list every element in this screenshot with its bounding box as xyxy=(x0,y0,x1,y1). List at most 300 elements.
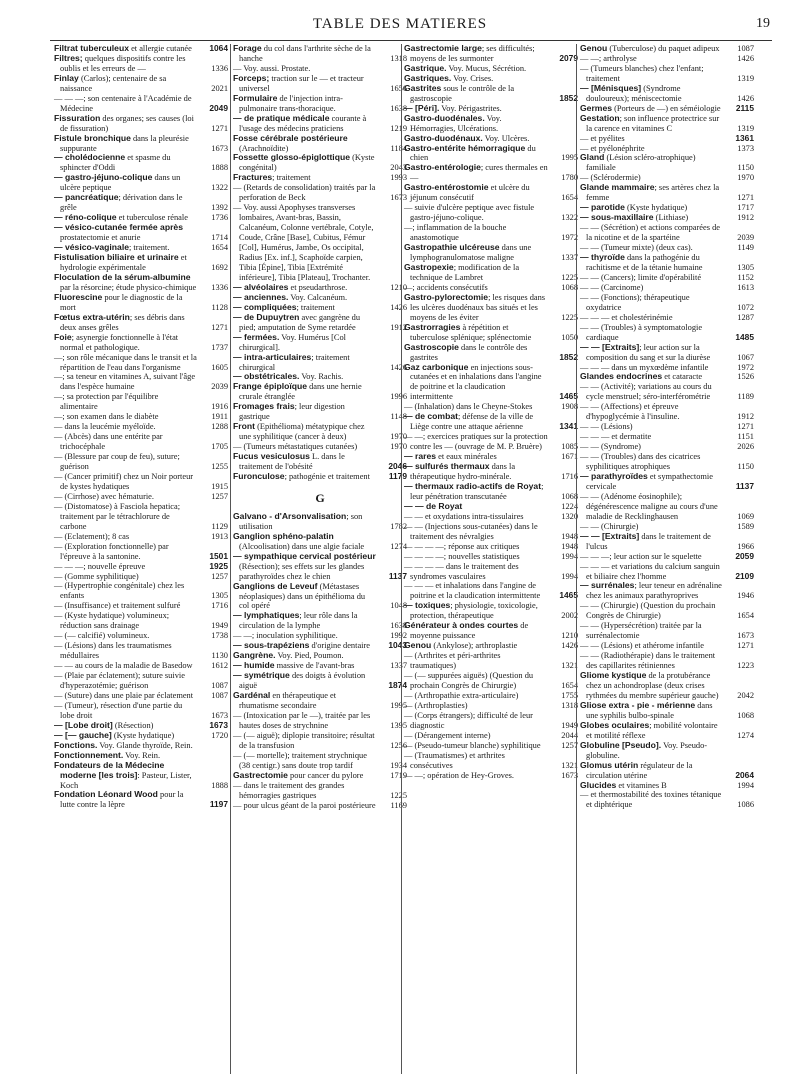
entry-heading: Foie xyxy=(54,331,72,342)
column-divider xyxy=(401,44,402,1074)
entry-heading: — [Ménisques] xyxy=(580,82,642,93)
entry-heading: — — [Extraits] xyxy=(580,530,640,541)
page-reference: 1949 xyxy=(211,621,228,631)
index-entry xyxy=(404,542,578,552)
entry-text: Voy. Ulcères. xyxy=(482,133,530,143)
entry-text: et eaux minérales xyxy=(436,452,497,462)
entry-heading: Fœtus extra-utérin xyxy=(54,311,130,322)
index-entry xyxy=(580,323,754,343)
page-reference: 1288 xyxy=(211,422,228,432)
entry-heading: Fluorescine xyxy=(54,291,103,302)
entry-text: — (— mortelle); traitement strychnique (38 centigr.) sans doute trop tardif xyxy=(233,750,367,770)
entry-heading: Gastrectomie xyxy=(233,769,288,780)
entry-text: — (Corps étrangers); difficulté de leur diagnostic xyxy=(404,710,533,730)
page-reference: 1911 xyxy=(211,412,228,422)
index-entry xyxy=(580,64,754,84)
index-entry xyxy=(233,353,407,373)
index-entry xyxy=(54,74,228,94)
entry-heading: — intra-articulaires xyxy=(233,351,312,362)
page-reference: 1948 xyxy=(561,531,578,541)
entry-heading: Ganglions de Leveuf xyxy=(233,580,318,591)
page-reference: 1271 xyxy=(211,322,228,332)
entry-text: L. dans le traitement de l'obésité xyxy=(239,452,345,472)
index-entry xyxy=(54,372,228,392)
entry-text: en injections sous-cutanées et en inhalations dans l'angine de poitrine et la claudication intermittente xyxy=(410,362,542,402)
entry-text: — — (Fonctions); thérapeutique oxydatrice xyxy=(580,292,690,312)
index-entry xyxy=(580,761,754,781)
page-reference: 1673 xyxy=(737,631,754,641)
entry-heading: — cholédocienne xyxy=(54,152,126,163)
entry-text: — (Lésions) dans les traumatismes médullaires xyxy=(54,641,172,661)
page-reference: 1501 xyxy=(209,550,228,561)
index-entry xyxy=(233,751,407,771)
entry-heading: — thermaux radio-actifs de Royat xyxy=(404,480,542,491)
entry-heading: Fonctionnement. xyxy=(54,749,124,760)
entry-heading: — parotide xyxy=(580,202,625,213)
page-reference: 2059 xyxy=(735,550,754,561)
entry-text: — (Blessure par coup de feu), suture; guérison xyxy=(54,452,180,472)
index-entry xyxy=(404,621,578,641)
page-reference: 1970 xyxy=(390,442,407,452)
page-reference: 1946 xyxy=(737,591,754,601)
page-reference: 1426 xyxy=(737,93,754,103)
index-entry xyxy=(54,293,228,313)
page-reference: 1605 xyxy=(211,362,228,372)
page-reference: 1322 xyxy=(211,183,228,193)
page-reference: 1341 xyxy=(559,421,578,432)
entry-heading: Galvano - d'Arsonvalisation xyxy=(233,510,347,521)
index-entry xyxy=(580,144,754,154)
entry-text: à répétition et tuberculose splénique; splénectomie xyxy=(410,322,532,342)
entry-text: — dans la leucémie myéloïde. xyxy=(54,422,156,432)
page-reference: 1257 xyxy=(211,571,228,581)
page-reference: 1993 xyxy=(390,173,407,183)
index-entry xyxy=(404,651,578,671)
entry-text: — — — —; réponse aux critiques xyxy=(404,541,520,551)
page-reference: 1673 xyxy=(211,710,228,720)
entry-heading: Furonculose xyxy=(233,470,285,481)
index-entry xyxy=(404,512,578,522)
entry-heading: Gastropexie xyxy=(404,261,454,272)
page-reference: 1087 xyxy=(211,681,228,690)
entry-heading: — thyroïde xyxy=(580,252,625,263)
entry-text: d'origine dentaire xyxy=(309,641,370,651)
page-reference: 1654 xyxy=(211,243,228,253)
entry-heading: Fossette glosso-épiglottique xyxy=(233,152,350,163)
page-reference: 1970 xyxy=(737,173,754,183)
index-entry xyxy=(54,492,228,502)
entry-text: ; ses difficultés; moyens de les surmonter xyxy=(410,44,535,63)
index-entry xyxy=(233,452,407,472)
index-entry xyxy=(580,641,754,651)
index-entry xyxy=(233,611,407,631)
index-entry xyxy=(404,581,578,601)
index-entry xyxy=(580,183,754,203)
page-reference: 1225 xyxy=(561,312,578,322)
index-entry xyxy=(54,94,228,114)
entry-text: ; asynergie fonctionnelle à l'état normal et pathologique. xyxy=(60,332,179,352)
page-reference: 1392 xyxy=(211,203,228,213)
entry-text: — Voy. aussi. Prostate. xyxy=(233,63,311,73)
index-entry xyxy=(233,472,407,482)
entry-heading: — pancréatique xyxy=(54,192,119,203)
header-rule xyxy=(50,40,772,41)
page-header xyxy=(0,16,800,42)
entry-text: Voy. Pied, Poumon. xyxy=(275,651,344,661)
entry-text: — (Plaie par éclatement); suture suivie d'hyperazotémie; guérison xyxy=(54,671,185,690)
entry-text: dans la pleurésie suppurante xyxy=(60,133,189,153)
index-entry xyxy=(404,771,578,781)
entry-heading: Fucus vesiculosus xyxy=(233,451,310,462)
entry-text: — (Distomatose) à Fasciola hepatica; traitement par le tétrachlorure de carbone xyxy=(54,501,181,531)
entry-text: ; traitement xyxy=(296,302,335,312)
entry-heading: — de pratique médicale xyxy=(233,112,330,123)
entry-text: et hydrologie expérimentale xyxy=(60,253,187,272)
entry-text: dans un ulcère peptique xyxy=(60,173,181,193)
page-reference: 1336 xyxy=(211,282,228,292)
page-reference: 1638 xyxy=(390,621,407,631)
index-entry xyxy=(580,213,754,223)
entry-text: avec gangrène du pied; amputation de Syme retardée xyxy=(239,312,361,332)
entry-text: et ulcère du jéjunum consécutif xyxy=(410,183,530,203)
entry-text: — Voy. aussi Apophyses transverses lombaires, Avant-bras, Bassin, Calcanéum, Colonne vertébrale, Cotyle, Coude, Crâne [Base], Cubitus, Fémur [Col], Humérus, Jambe, Os occipital, Radius [Ex. inf.], Scaphoïde carpien, Tibia [Épine], Tibia [Extrémité inférieure], Tibia [Plateau], Trochanter. xyxy=(233,203,374,282)
entry-text: pour la lutte contre la lèpre xyxy=(60,790,184,810)
index-entry xyxy=(580,452,754,472)
index-entry xyxy=(404,323,578,343)
entry-text: — — (Injections sous-cutanées) dans le traitement des névralgies xyxy=(404,521,538,541)
page-reference: 1972 xyxy=(737,362,754,372)
page-reference: 1210 xyxy=(390,282,407,292)
entry-text: dans la pathogénie du rachitisme et de la tétanie humaine xyxy=(586,253,703,272)
entry-text: (Lésion scléro-atrophique) familiale xyxy=(586,153,696,173)
entry-heading: Fromages frais xyxy=(233,401,295,412)
entry-text: Voy. Crises. xyxy=(451,73,494,83)
index-entry xyxy=(580,134,754,144)
entry-text: ; leur teneur en adrénaline chez les animaux parathyroprives xyxy=(586,581,722,601)
entry-heading: Gastro-duodénales. xyxy=(404,112,485,123)
page-reference: 1274 xyxy=(390,541,407,551)
entry-text: —; son rôle mécanique dans le transit et la répartition de l'eau dans l'organisme xyxy=(54,352,197,372)
page-reference: 1916 xyxy=(211,402,228,412)
page-reference: 1189 xyxy=(737,392,754,402)
entry-heading: Finlay xyxy=(54,72,79,83)
entry-text: Voy. Hémorragies, Ulcérations. xyxy=(410,113,502,133)
page-reference: 1995 xyxy=(561,153,578,163)
page-reference: 1086 xyxy=(737,800,754,810)
index-column-2 xyxy=(233,44,407,810)
entry-text: quelques dispositifs contre les oublis et les erreurs de — xyxy=(60,53,186,73)
index-entry xyxy=(233,44,407,64)
index-entry xyxy=(54,661,228,671)
page-reference: 2043 xyxy=(390,163,407,173)
index-entry xyxy=(580,223,754,243)
entry-heading: — sous-maxillaire xyxy=(580,212,654,223)
page-reference: 1087 xyxy=(737,44,754,53)
page-reference: 2042 xyxy=(737,690,754,700)
page-reference: 2049 xyxy=(209,102,228,113)
page-reference: 1271 xyxy=(737,422,754,432)
entry-text: ; modification de la technique de Lambret xyxy=(410,262,520,282)
index-entry xyxy=(404,502,578,512)
index-entry xyxy=(580,472,754,492)
index-entry xyxy=(404,163,578,183)
entry-heading: Gaz carbonique xyxy=(404,361,469,372)
page-reference: 1717 xyxy=(737,203,754,213)
index-entry xyxy=(233,711,407,731)
entry-heading: Gastro-entérologie xyxy=(404,162,481,173)
index-entry xyxy=(404,343,578,363)
entry-heading: Fosse cérébrale postérieure xyxy=(233,132,348,143)
entry-text: prostatectomie et anurie xyxy=(60,233,141,243)
page-reference: 1257 xyxy=(211,491,228,501)
index-column-4 xyxy=(580,44,754,810)
entry-text: — — — et dermatite xyxy=(580,432,652,442)
entry-heading: Gliome kystique xyxy=(580,670,647,681)
page-reference: 1064 xyxy=(209,43,228,53)
index-entry xyxy=(580,581,754,601)
entry-text: — — (Troubles) à symptomatologie cardiaque xyxy=(580,322,703,342)
entry-text: ; leur pénétration transcutanée xyxy=(410,481,544,501)
index-entry xyxy=(54,572,228,582)
entry-heading: Gastro-duodénaux. xyxy=(404,132,483,143)
index-entry xyxy=(404,243,578,263)
page-reference: 1638 xyxy=(390,103,407,113)
page-reference: 1992 xyxy=(390,631,407,641)
index-entry xyxy=(233,94,407,114)
page-reference: 1085 xyxy=(561,442,578,452)
index-entry xyxy=(404,711,578,731)
index-entry xyxy=(404,482,578,502)
entry-heading: — compliquées xyxy=(233,301,297,312)
entry-text: ; ses débris dans deux anses grêles xyxy=(60,312,185,332)
index-entry xyxy=(580,601,754,621)
entry-text: — (Cancer primitif) chez un Noir porteur de kystes hydatiques xyxy=(54,471,194,491)
page-reference: 1705 xyxy=(211,442,228,452)
index-entry xyxy=(233,382,407,402)
entry-heading: Gastriques. xyxy=(404,72,452,83)
entry-heading: Fistule bronchique xyxy=(54,132,131,143)
entry-heading: Gastrorragies xyxy=(404,321,461,332)
page-reference: 1426 xyxy=(390,362,407,372)
entry-text: ; son utilisation xyxy=(239,511,363,531)
entry-heading: Gliose extra - pie - mérienne xyxy=(580,699,696,710)
entry-text: — dans le traitement des grandes hémorragies gastriques xyxy=(233,780,345,800)
entry-text: — (Arthroplasties) xyxy=(404,700,468,710)
entry-heading: Globuline [Pseudo]. xyxy=(580,739,662,750)
entry-heading: Gastropathie ulcéreuse xyxy=(404,242,500,253)
page-reference: 2064 xyxy=(735,769,754,780)
entry-heading: — toxiques xyxy=(404,600,451,611)
entry-text: — (Insuffisance) et traitement sulfuré xyxy=(54,601,181,611)
entry-heading: Fistulisation biliaire et urinaire xyxy=(54,252,179,263)
page-reference: 1994 xyxy=(561,551,578,561)
page-reference: 1720 xyxy=(211,730,228,740)
page-reference: 1852 xyxy=(559,351,578,362)
index-entry xyxy=(233,134,407,154)
index-entry xyxy=(233,532,407,552)
entry-heading: Front xyxy=(233,421,255,432)
entry-heading: Filtrat tuberculeux xyxy=(54,43,129,53)
index-entry xyxy=(54,353,228,373)
entry-text: (Métastases néoplasiques) dans un épithélioma du col opéré xyxy=(239,581,366,611)
index-entry xyxy=(580,701,754,721)
entry-text: — —; exercices pratiques sur la protection contre les — (ouvrage de M. P. Bruère) xyxy=(404,432,548,452)
entry-heading: Forceps; xyxy=(233,72,270,83)
entry-text: — — et oxydations intra-tissulaires xyxy=(404,511,524,521)
entry-text: Voy. Glande thyroïde, Rein. xyxy=(97,740,193,750)
index-entry xyxy=(54,253,228,273)
entry-heading: — surrénales xyxy=(580,580,635,591)
entry-text: (Arachnoïdite) xyxy=(239,143,289,153)
entry-heading: — de Dupuytren xyxy=(233,311,300,322)
index-entry xyxy=(233,422,407,442)
page-reference: 1913 xyxy=(211,531,228,541)
index-entry xyxy=(54,761,228,791)
page-reference: 1068 xyxy=(561,282,578,292)
entry-text: ; leur digestion gastrique xyxy=(239,402,345,422)
index-entry xyxy=(54,611,228,631)
entry-text: en thérapeutique et rhumatisme secondaire xyxy=(239,691,337,710)
index-entry xyxy=(54,134,228,154)
entry-text: — — — et variations du calcium sanguin et biliaire chez l'homme xyxy=(580,561,720,581)
page-reference: 1485 xyxy=(735,331,754,342)
index-entry xyxy=(404,751,578,771)
page-reference: 1738 xyxy=(211,631,228,641)
entry-text: (Syndrome douloureux); méniscectomie xyxy=(586,83,682,103)
entry-text: (Ankylose); arthroplastie xyxy=(431,641,518,651)
entry-text: — —; arthrolyse xyxy=(580,53,637,63)
entry-heading: — de combat xyxy=(404,411,458,422)
page-reference: 1654 xyxy=(737,611,754,621)
index-entry xyxy=(54,532,228,542)
entry-text: — (Intoxication par le —), traitée par les hautes doses de strychnine xyxy=(233,710,371,730)
entry-heading: — symétrique xyxy=(233,670,290,681)
entry-text: — — — et inhalations dans l'angine de poitrine et la claudication intermittente xyxy=(404,581,541,601)
index-entry xyxy=(580,532,754,552)
index-entry xyxy=(54,601,228,611)
entry-text: régulateur de la circulation utérine xyxy=(586,760,693,780)
page-reference: 1087 xyxy=(211,690,228,700)
entry-text: pour cancer du pylore xyxy=(287,770,364,780)
entry-heading: — [— gauche] xyxy=(54,729,112,740)
index-entry xyxy=(404,203,578,223)
entry-text: ; traitement chirurgical xyxy=(239,352,350,372)
entry-heading: Genou xyxy=(580,43,608,53)
page-reference: 1069 xyxy=(737,511,754,521)
index-entry xyxy=(580,283,754,293)
entry-text: ; traitement. xyxy=(129,243,170,253)
page-reference: 1048 xyxy=(390,601,407,611)
page-reference: 1782 xyxy=(390,521,407,531)
entry-heading: Gangrène. xyxy=(233,650,276,661)
page-reference: 1287 xyxy=(737,312,754,322)
index-entry xyxy=(580,153,754,173)
entry-text: sous le contrôle de la gastroscopie xyxy=(410,83,515,103)
index-entry xyxy=(54,790,228,810)
entry-text: et spasme du sphincter d'Oddi xyxy=(60,153,171,173)
page-reference: 1714 xyxy=(211,233,228,243)
entry-text: courante à l'usage des médecins praticiens xyxy=(239,113,367,133)
index-entry xyxy=(404,44,578,64)
section-letter: G xyxy=(315,490,325,505)
page-reference: 1043 xyxy=(388,640,407,651)
index-entry xyxy=(54,691,228,701)
page-reference: 2079 xyxy=(559,52,578,63)
index-entry xyxy=(404,641,578,651)
entry-heading: Filtres; xyxy=(54,52,83,63)
page-reference: 1219 xyxy=(390,123,407,133)
page-reference: 1671 xyxy=(561,452,578,462)
entry-text: — — (Radiothérapie) dans le traitement des capillarites rétiniennes xyxy=(580,651,716,671)
index-entry xyxy=(404,731,578,741)
index-entry xyxy=(404,223,578,243)
page-reference: 1337 xyxy=(561,253,578,263)
page-reference: 1755 xyxy=(561,690,578,700)
page-reference: 2039 xyxy=(211,382,228,392)
page-reference: 1737 xyxy=(211,342,228,352)
page-reference: 1395 xyxy=(390,720,407,730)
entry-heading: — alvéolaires xyxy=(233,281,289,292)
page-reference: 1223 xyxy=(737,661,754,671)
index-entry xyxy=(404,84,578,104)
page-reference: 1912 xyxy=(390,322,407,332)
entry-text: — (Traumatismes) et arthrites consécutives xyxy=(404,750,505,770)
entry-text: dans la thérapeutique hydro-minérale. xyxy=(410,462,516,481)
page-reference: 1150 xyxy=(737,462,754,472)
entry-heading: Glucides xyxy=(580,779,617,790)
entry-text: — — — dans un myxœdème infantile xyxy=(580,362,709,372)
index-entry xyxy=(404,701,578,711)
page-reference: 1152 xyxy=(737,272,754,282)
page-reference: 1589 xyxy=(737,521,754,531)
index-entry xyxy=(580,432,754,442)
page-reference: 1874 xyxy=(388,680,407,691)
entry-text: — — (Tumeur mixte) (deux cas). xyxy=(580,243,693,253)
page-reference: 1654 xyxy=(561,681,578,690)
entry-text: Voy. Rein. xyxy=(123,750,161,760)
page-reference: 1908 xyxy=(561,402,578,412)
entry-heading: Gastroscopie xyxy=(404,341,459,352)
entry-text: Voy. Calcanéum. xyxy=(288,292,348,302)
entry-heading: — fermées. xyxy=(233,331,280,342)
page-reference: 1948 xyxy=(561,541,578,551)
entry-text: et tuberculose rénale xyxy=(116,213,188,223)
index-entry xyxy=(580,253,754,273)
index-entry xyxy=(404,671,578,691)
page-reference: 1970 xyxy=(390,432,407,442)
index-entry xyxy=(54,392,228,412)
page-reference: 1137 xyxy=(735,480,754,491)
entry-text: — — — — dans le traitement des syndromes vasculaires xyxy=(404,561,519,581)
entry-text: — (Abcès) dans une entérite par trichocéphale xyxy=(54,432,163,452)
entry-text: (Epithélioma) métatypique chez une syphilitique (cancer à deux) xyxy=(239,422,365,442)
page-reference: 1526 xyxy=(737,372,754,382)
page-reference: 1888 xyxy=(211,780,228,790)
entry-heading: Fonctions. xyxy=(54,739,98,750)
index-entry xyxy=(580,422,754,432)
index-entry xyxy=(404,462,578,482)
index-entry xyxy=(233,671,407,691)
index-entry xyxy=(580,781,754,791)
page-title: TABLE DES MATIERES xyxy=(312,16,488,32)
entry-text: — — (Chirurgie) xyxy=(580,521,639,531)
page-reference: 1130 xyxy=(211,651,228,661)
page-reference: 1465 xyxy=(559,391,578,402)
index-entry xyxy=(580,721,754,741)
entry-text: par la résorcine; étude physico-chimique xyxy=(60,282,197,292)
index-entry xyxy=(233,203,407,283)
entry-heading: — vésico-vaginale xyxy=(54,242,129,253)
